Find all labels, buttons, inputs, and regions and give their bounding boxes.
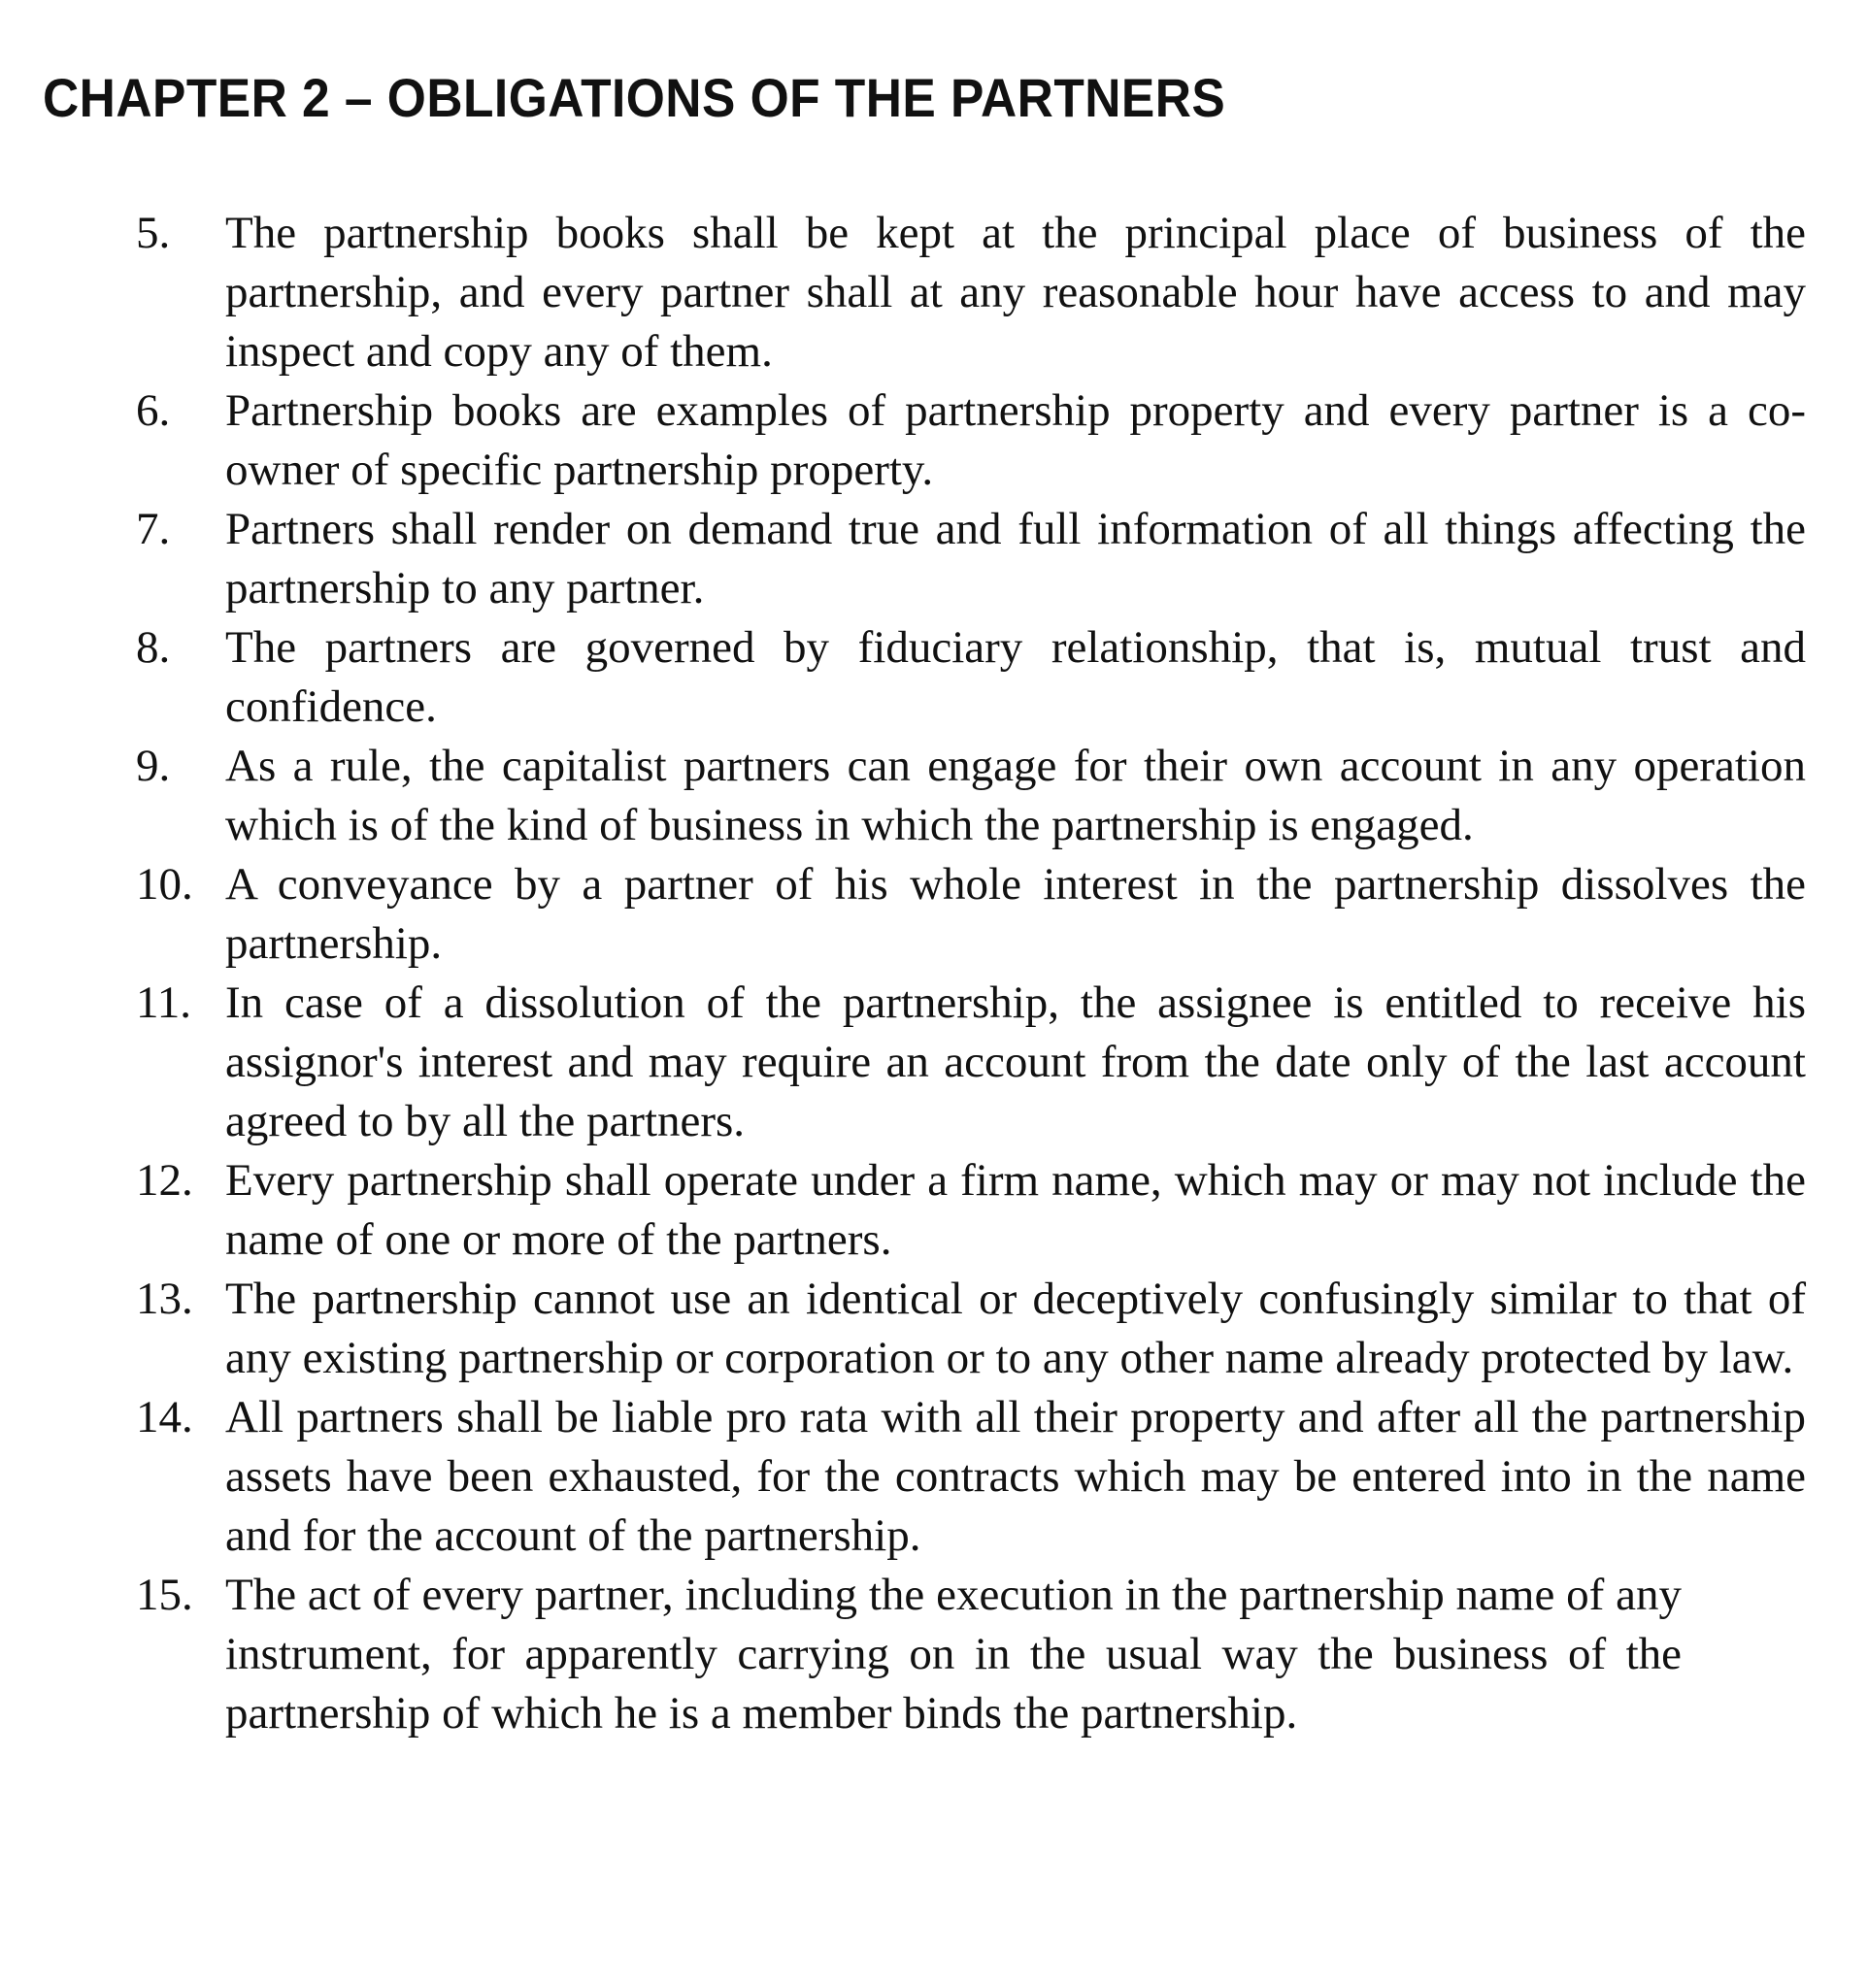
item-text: The act of every partner, including the execution in the partnership name of any instrument, for apparently carrying on in the usual way the business of the partnership of which he is a member binds the partnership. [225,1570,1682,1739]
item-text: All partners shall be liable pro rata with all their property and after all the partnership assets have been exhausted, for the contracts which may be entered into in the name and for the account of the partnership. [225,1392,1806,1561]
list-item [136,500,1806,618]
list-item [136,1388,1806,1566]
list-item [136,1151,1806,1270]
list-item [136,974,1806,1151]
obligations-list [136,204,1806,1743]
item-text: Partnership books are examples of partnership property and every partner is a co-owner of specific partnership property. [225,385,1806,495]
list-item [136,1566,1806,1743]
list-item [136,855,1806,974]
item-number: 13. [136,1274,193,1324]
list-item [136,737,1806,855]
item-number: 9. [136,741,171,791]
item-text: As a rule, the capitalist partners can engage for their own account in any operation which is of the kind of business in which the partnership is engaged. [225,741,1806,850]
item-number: 12. [136,1155,193,1206]
item-text: A conveyance by a partner of his whole interest in the partnership dissolves the partnership. [225,859,1806,969]
item-text: In case of a dissolution of the partnership, the assignee is entitled to receive his assignor's interest and may require an account from the date only of the last account agreed to by all the partners. [225,977,1806,1146]
list-item [136,381,1806,500]
item-text: The partners are governed by fiduciary relationship, that is, mutual trust and confidence. [225,622,1806,732]
item-text: The partnership cannot use an identical or deceptively confusingly similar to that of any existing partnership or corporation or to any other name already protected by law. [225,1274,1806,1383]
item-number: 15. [136,1570,193,1620]
item-number: 14. [136,1392,193,1442]
item-text: The partnership books shall be kept at the principal place of business of the partnership, and every partner shall at any reasonable hour have access to and may inspect and copy any of them. [225,208,1806,377]
item-number: 7. [136,504,171,554]
list-item [136,204,1806,381]
chapter-title: CHAPTER 2 – OBLIGATIONS OF THE PARTNERS [43,66,1226,128]
item-number: 5. [136,208,171,258]
item-text: Partners shall render on demand true and full information of all things affecting the partnership to any partner. [225,504,1806,613]
list-item [136,618,1806,737]
list-item [136,1270,1806,1388]
item-number: 10. [136,859,193,910]
item-number: 6. [136,385,171,436]
item-number: 8. [136,622,171,673]
item-text: Every partnership shall operate under a firm name, which may or may not include the name of one or more of the partners. [225,1155,1806,1265]
item-number: 11. [136,977,192,1028]
